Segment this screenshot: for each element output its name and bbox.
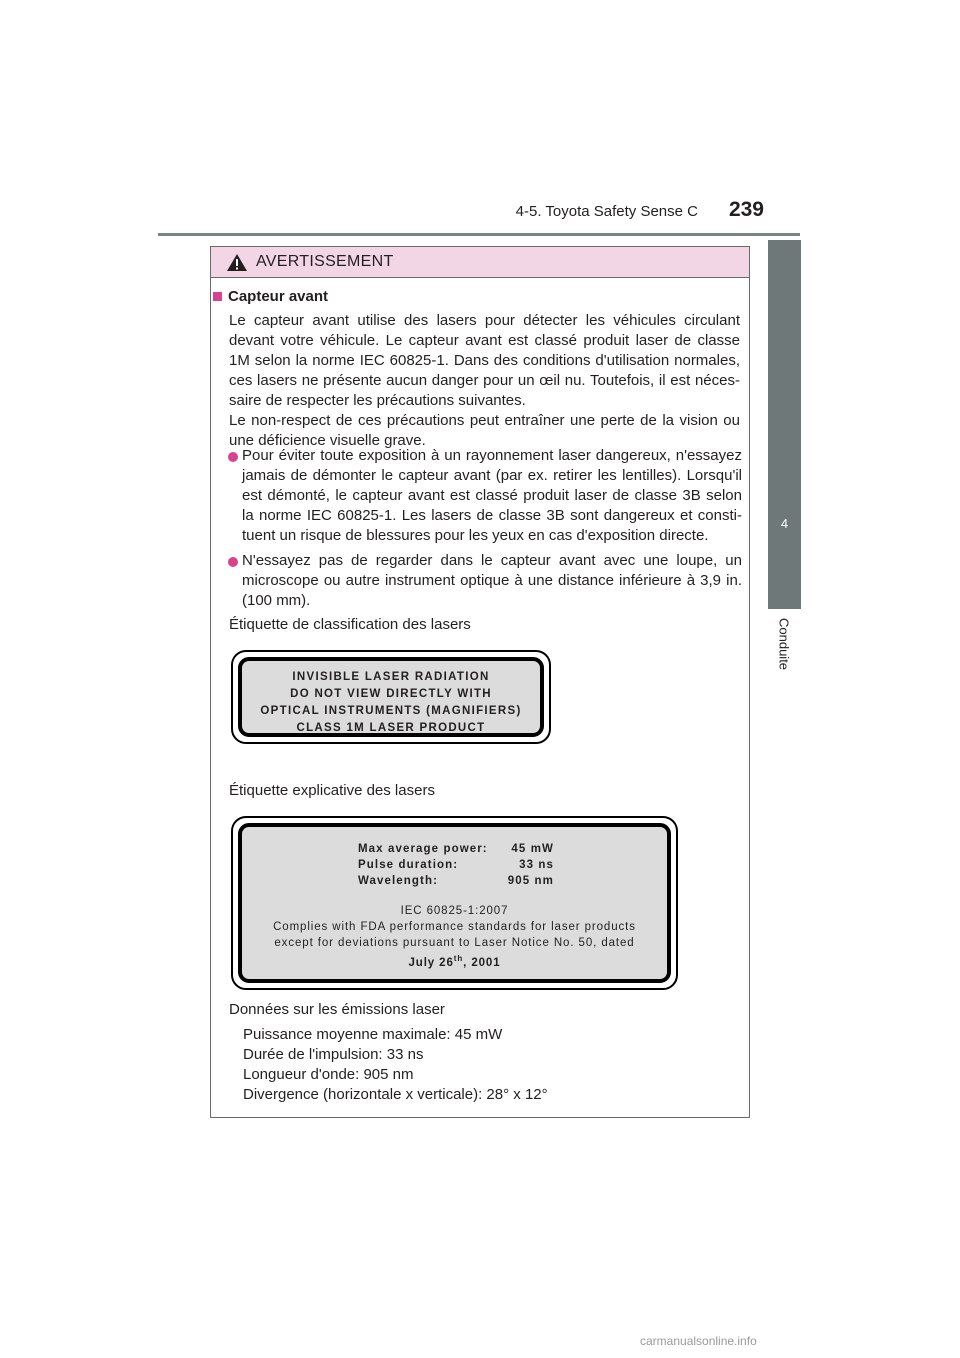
header-divider [158, 233, 800, 236]
intro-line: saire de respecter les précautions suivantes. [229, 392, 526, 409]
label-line: DO NOT VIEW DIRECTLY WITH [290, 688, 492, 700]
label-line: INVISIBLE LASER RADIATION [292, 671, 490, 683]
compliance-date [242, 951, 667, 971]
section-heading [213, 288, 328, 305]
classification-label [231, 650, 551, 744]
square-bullet-icon [213, 292, 222, 301]
bullet-line: Pour éviter toute exposition à un rayonnement laser dangereux, n'essayez [242, 447, 742, 464]
section-heading-text: Capteur avant [228, 288, 329, 305]
bullet-line: est démonté, le capteur avant est classé produit laser de classe 3B selon [242, 487, 742, 504]
spec-key: Wavelength: [358, 875, 439, 887]
chapter-tab-label: Conduite [776, 618, 792, 671]
bullet-paragraph-disassembly [242, 446, 742, 546]
explanatory-caption: Étiquette explicative des lasers [229, 782, 435, 799]
intro-line: Le non-respect de ces précautions peut entraîner une perte de la vision ou [229, 412, 740, 429]
intro-line: une déficience visuelle grave. [229, 432, 426, 449]
spec-row [242, 873, 667, 889]
spec-row [242, 857, 667, 873]
bullet-line: N'essayez pas de regarder dans le capteur avant avec une loupe, un [242, 552, 742, 569]
iec-standard: IEC 60825-1:2007 [400, 905, 509, 917]
bullet-line: la norme IEC 60825-1. Les lasers de classe 3B sont dangereux et consti- [242, 507, 742, 524]
date-suffix: , 2001 [463, 956, 501, 969]
chapter-tab-number: 4 [780, 516, 789, 531]
explanatory-label [231, 816, 678, 990]
warning-header [211, 247, 749, 278]
intro-paragraph [229, 311, 740, 451]
spec-value: 905 nm [507, 875, 554, 887]
compliance-line: except for deviations pursuant to Laser Notice No. 50, dated [274, 937, 635, 949]
spec-value: 33 ns [519, 859, 554, 871]
emission-item: Durée de l'impulsion: 33 ns [243, 1046, 424, 1063]
label-line: CLASS 1M LASER PRODUCT [296, 722, 486, 734]
spec-key: Pulse duration: [358, 859, 459, 871]
date-superscript: th [453, 954, 464, 963]
intro-line: ces lasers ne présente aucun danger pour un œil nu. Toutefois, il est néces- [229, 372, 740, 389]
explanatory-label-panel [238, 823, 671, 983]
chapter-tab [768, 240, 801, 609]
label-line: OPTICAL INSTRUMENTS (MAGNIFIERS) [260, 705, 522, 717]
spec-key: Max average power: [358, 843, 488, 855]
section-title: 4-5. Toyota Safety Sense C [515, 203, 698, 220]
bullet-line: microscope ou autre instrument optique à une distance inférieure à 3,9 in. [242, 572, 742, 589]
classification-caption: Étiquette de classification des lasers [229, 616, 471, 633]
classification-label-text [242, 669, 540, 737]
emission-item: Divergence (horizontale x verticale): 28° x 12° [243, 1086, 548, 1103]
date-prefix: July 26 [408, 956, 454, 969]
spec-grid [242, 841, 667, 889]
intro-line: devant votre véhicule. Le capteur avant est classé produit laser de classe [229, 332, 740, 349]
bullet-paragraph-magnifier [242, 551, 742, 611]
spec-value: 45 mW [511, 843, 554, 855]
compliance-line: Complies with FDA performance standards for laser products [273, 921, 636, 933]
circle-bullet-icon [228, 557, 238, 567]
bullet-line: tuent un risque de blessures pour les yeux en cas d'exposition directe. [242, 527, 709, 544]
emission-item: Longueur d'onde: 905 nm [243, 1066, 414, 1083]
emission-item: Puissance moyenne maximale: 45 mW [243, 1026, 503, 1043]
emissions-list [243, 1025, 548, 1105]
compliance-block [242, 903, 667, 971]
classification-label-panel [238, 657, 544, 737]
intro-line: Le capteur avant utilise des lasers pour détecter les véhicules circulant [229, 312, 740, 329]
circle-bullet-icon [228, 452, 238, 462]
footer-watermark: carmanualsonline.info [640, 1334, 757, 1348]
bullet-line: (100 mm). [242, 592, 311, 609]
warning-triangle-icon [226, 253, 248, 272]
bullet-line: jamais de démonter le capteur avant (par ex. retirer les lentilles). Lorsqu'il [242, 467, 742, 484]
warning-title: AVERTISSEMENT [256, 253, 394, 270]
spec-row [242, 841, 667, 857]
page-number: 239 [728, 198, 764, 221]
intro-line: 1M selon la norme IEC 60825-1. Dans des conditions d'utilisation normales, [229, 352, 740, 369]
emissions-caption: Données sur les émissions laser [229, 1001, 445, 1018]
